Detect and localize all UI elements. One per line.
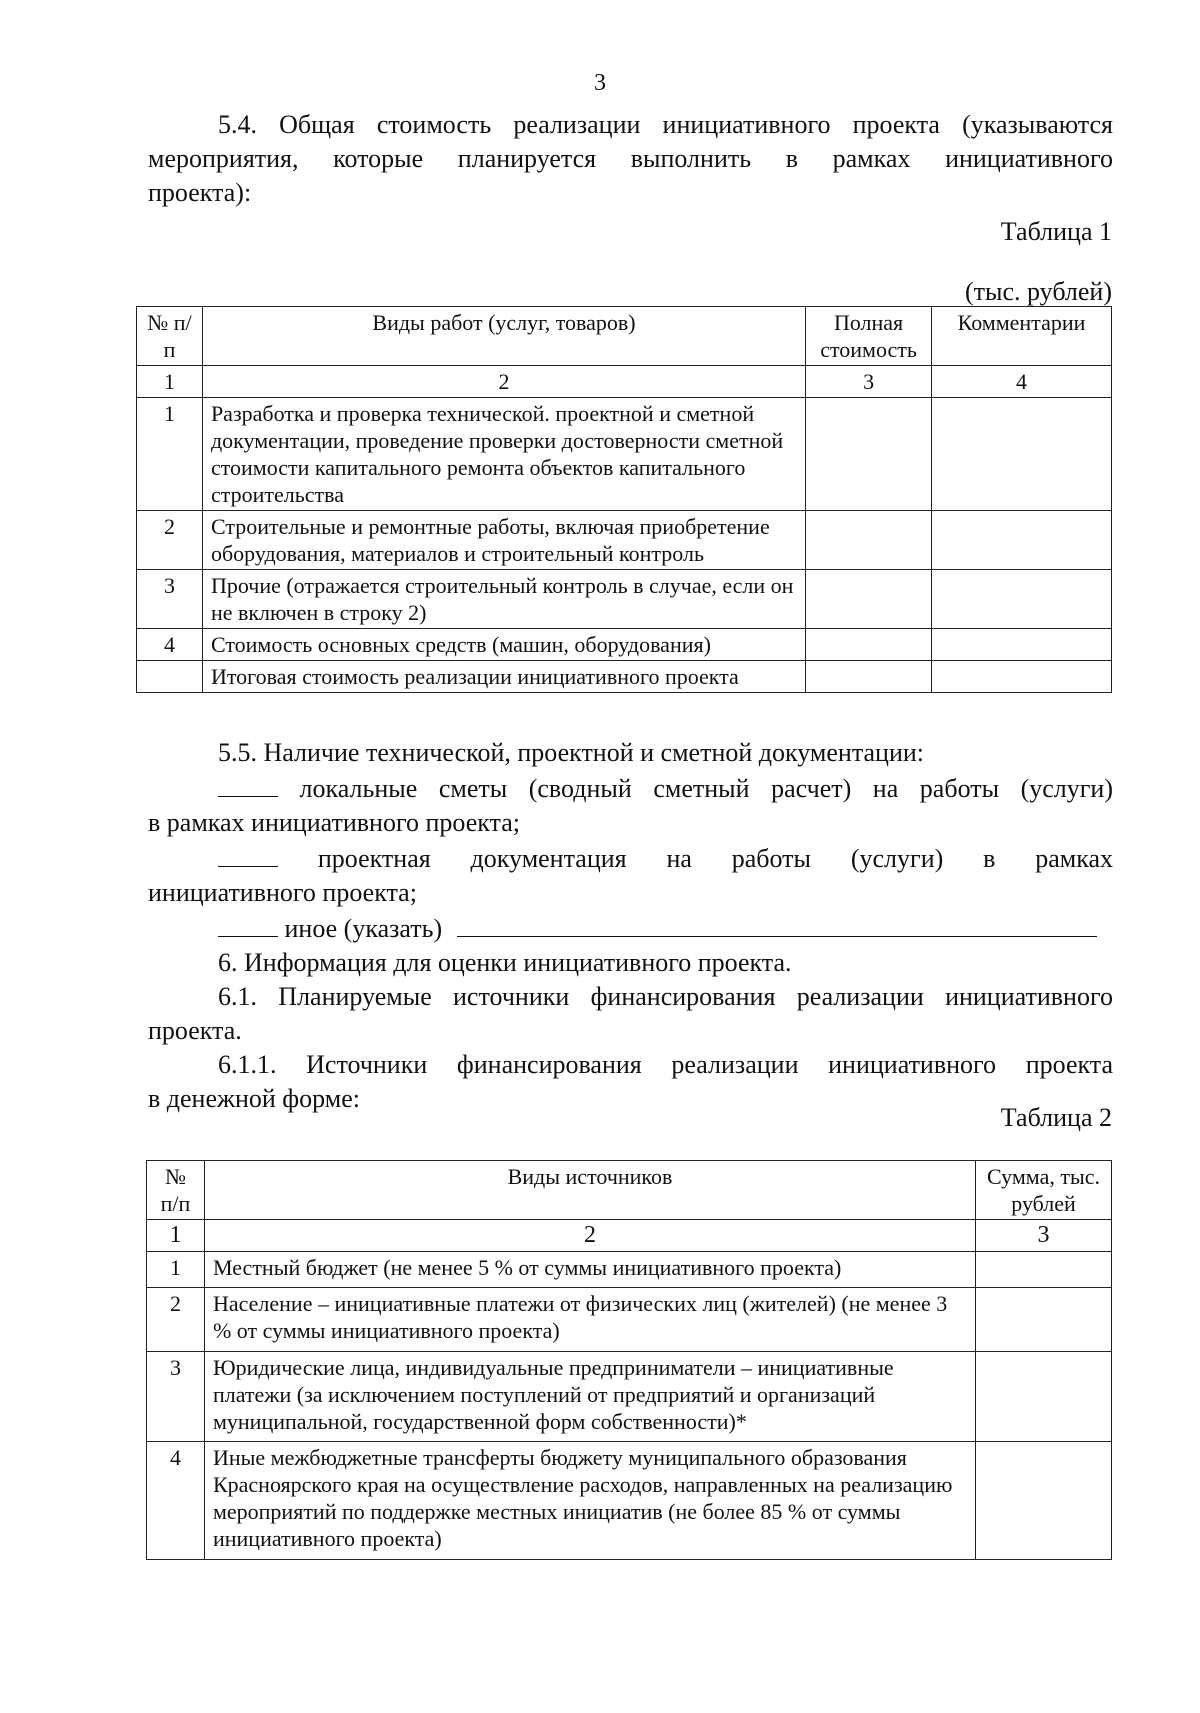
section-6-title: 6. Информация для оценки инициативного проекта. <box>218 948 792 977</box>
empty-cell <box>976 1352 1112 1442</box>
table1-unit: (тыс. рублей) <box>964 277 1112 306</box>
row-text: Юридические лица, индивидуальные предприниматели – инициативные платежи (за исключением поступлений от предприятий и организаций муниципальной, государственной форм собственности)* <box>204 1352 975 1442</box>
section-6-1-line2: проекта. <box>148 1016 242 1045</box>
table-row-total <box>137 661 1112 693</box>
section-5-4 <box>148 108 1113 210</box>
empty-cell <box>806 398 932 511</box>
section-5-5-item1-text: локальные сметы (сводный сметный расчет) на работы (услуги) <box>299 774 1114 803</box>
section-5-5-item2 <box>148 840 1113 876</box>
row-text: Разработка и проверка технической. проектной и сметной документации, проведение проверки достоверности сметной стоимости капитального ремонта объектов капитального строительства <box>202 398 805 511</box>
row-text: Прочие (отражается строительный контроль в случае, если он не включен в строку 2) <box>202 570 805 629</box>
row-number: 3 <box>137 570 203 629</box>
table2-header-amount: Сумма, тыс. рублей <box>976 1161 1112 1220</box>
empty-cell <box>932 629 1112 661</box>
table1-numbering-row <box>137 366 1112 398</box>
blank-line <box>218 910 278 937</box>
section-5-5-item2-text: проектная документация на работы (услуги) в рамках <box>317 844 1114 873</box>
empty-cell <box>976 1442 1112 1560</box>
table-row <box>147 1442 1112 1560</box>
empty-cell <box>932 511 1112 570</box>
row-number: 1 <box>137 398 203 511</box>
table2-header-row <box>147 1161 1112 1220</box>
row-text: Итоговая стоимость реализации инициативного проекта <box>202 661 805 693</box>
table1-header-works: Виды работ (услуг, товаров) <box>202 307 805 366</box>
table1 <box>136 306 1112 693</box>
empty-cell <box>976 1288 1112 1352</box>
table2-caption: Таблица 2 <box>1000 1103 1112 1132</box>
table2-header-num: № п/п <box>147 1161 205 1220</box>
table1-header-cost: Полная стоимость <box>806 307 932 366</box>
section-5-5-title: 5.5. Наличие технической, проектной и сметной документации: <box>218 738 925 767</box>
row-text: Иные межбюджетные трансферты бюджету муниципального образования Красноярского края на осуществление расходов, направленных на реализацию мероприятий по поддержке местных инициатив (не более 85 % от суммы инициативного проекта) <box>204 1442 975 1560</box>
empty-cell <box>976 1252 1112 1288</box>
section-5-4-line3: проекта): <box>148 178 252 207</box>
page-number: 3 <box>594 70 606 96</box>
table-row <box>137 570 1112 629</box>
row-number <box>137 661 203 693</box>
table2-col-number: 1 <box>147 1220 205 1252</box>
section-5-5-item1 <box>148 770 1113 806</box>
section-5-4-line1: 5.4. Общая стоимость реализации инициативного проекта (указываются <box>218 110 1113 139</box>
table1-col-number: 4 <box>932 366 1112 398</box>
table1-col-number: 3 <box>806 366 932 398</box>
table-row <box>147 1252 1112 1288</box>
table1-header-comments: Комментарии <box>932 307 1112 366</box>
blank-line <box>218 770 278 797</box>
table1-col-number: 2 <box>202 366 805 398</box>
row-text: Население – инициативные платежи от физических лиц (жителей) (не менее 3 % от суммы инициативного проекта) <box>204 1288 975 1352</box>
empty-cell <box>932 661 1112 693</box>
blank-line <box>457 910 1097 937</box>
table1-header-num: № п/п <box>137 307 203 366</box>
table-row <box>137 398 1112 511</box>
table2-col-number: 3 <box>976 1220 1112 1252</box>
row-text: Строительные и ремонтные работы, включая приобретение оборудования, материалов и строительный контроль <box>202 511 805 570</box>
empty-cell <box>806 570 932 629</box>
row-number: 2 <box>137 511 203 570</box>
table1-col-number: 1 <box>137 366 203 398</box>
empty-cell <box>806 661 932 693</box>
table-row <box>137 511 1112 570</box>
row-number: 2 <box>147 1288 205 1352</box>
section-6-1-1-line2: в денежной форме: <box>148 1084 360 1113</box>
row-number: 4 <box>147 1442 205 1560</box>
section-5-5-item3-text: иное (указать) <box>284 914 443 943</box>
table1-caption: Таблица 1 <box>1000 217 1112 246</box>
table2-col-number: 2 <box>204 1220 975 1252</box>
row-number: 3 <box>147 1352 205 1442</box>
section-5-5 <box>148 736 1113 1116</box>
row-text: Местный бюджет (не менее 5 % от суммы инициативного проекта) <box>204 1252 975 1288</box>
table-row <box>137 629 1112 661</box>
section-6-1-1-line1: 6.1.1. Источники финансирования реализации инициативного проекта <box>218 1050 1113 1079</box>
section-5-4-line2: мероприятия, которые планируется выполнить в рамках инициативного <box>148 144 1113 173</box>
table2-numbering-row <box>147 1220 1112 1252</box>
section-5-5-item3 <box>148 910 1113 946</box>
empty-cell <box>932 398 1112 511</box>
empty-cell <box>932 570 1112 629</box>
row-number: 4 <box>137 629 203 661</box>
empty-cell <box>806 629 932 661</box>
table-row <box>147 1288 1112 1352</box>
table1-header-row <box>137 307 1112 366</box>
section-5-5-item1-cont: в рамках инициативного проекта; <box>148 808 520 837</box>
blank-line <box>218 840 278 867</box>
section-6-1-line1: 6.1. Планируемые источники финансирования реализации инициативного <box>218 982 1113 1011</box>
section-5-5-item2-cont: инициативного проекта; <box>148 878 417 907</box>
table2-header-sources: Виды источников <box>204 1161 975 1220</box>
table-row <box>147 1352 1112 1442</box>
row-text: Стоимость основных средств (машин, оборудования) <box>202 629 805 661</box>
table2 <box>146 1160 1112 1560</box>
empty-cell <box>806 511 932 570</box>
row-number: 1 <box>147 1252 205 1288</box>
